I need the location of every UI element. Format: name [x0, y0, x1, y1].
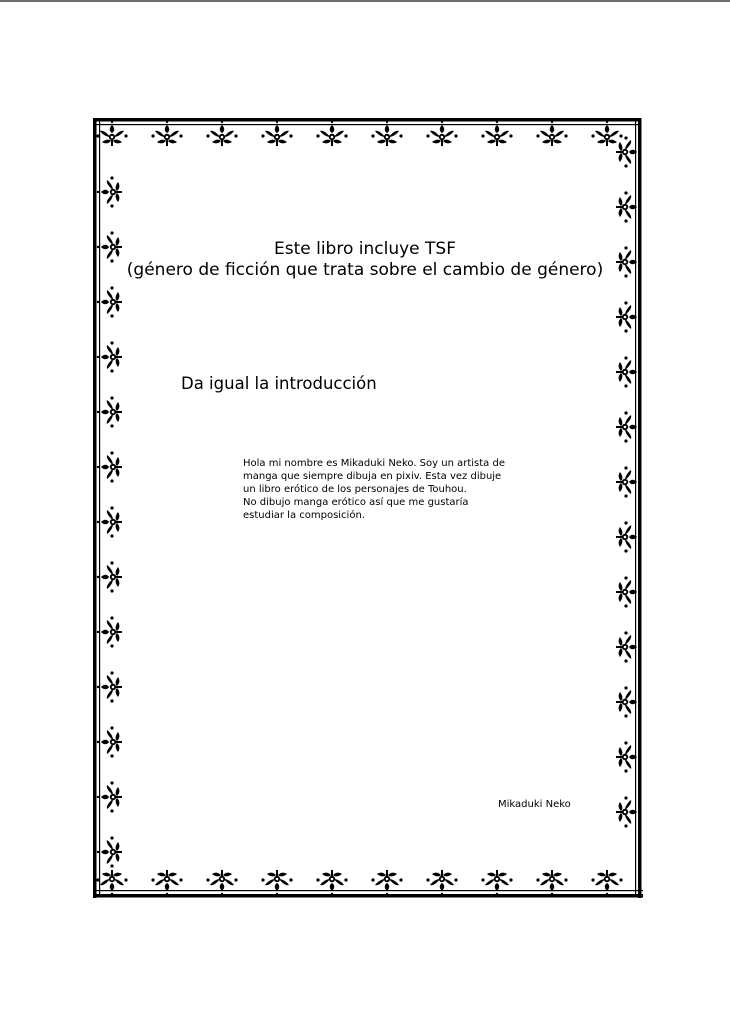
filigree-ornament-icon: [151, 870, 182, 895]
filigree-ornament-icon: [426, 870, 457, 895]
filigree-ornament-icon: [96, 870, 127, 895]
paragraph-line: estudiar la composición.: [243, 510, 365, 521]
filigree-ornament-icon: [97, 341, 122, 372]
filigree-ornament-icon: [481, 870, 512, 895]
filigree-ornament-icon: [371, 870, 402, 895]
filigree-ornament-icon: [616, 521, 641, 552]
filigree-ornament-icon: [616, 356, 641, 387]
filigree-ornament-icon: [97, 671, 122, 702]
filigree-ornament-icon: [97, 396, 122, 427]
filigree-ornament-icon: [97, 616, 122, 647]
paragraph-line: No dibujo manga erótico así que me gustaría: [243, 497, 469, 508]
filigree-ornament-icon: [97, 506, 122, 537]
subheading: Da igual la introducción: [181, 374, 377, 393]
author-signature: Mikaduki Neko: [498, 799, 571, 810]
filigree-ornament-icon: [616, 576, 641, 607]
filigree-ornament-icon: [616, 136, 641, 167]
filigree-ornament-icon: [616, 631, 641, 662]
filigree-ornament-icon: [616, 741, 641, 772]
intro-paragraph: [243, 457, 505, 522]
filigree-ornament-icon: [316, 870, 347, 895]
paragraph-line: un libro erótico de los personajes de Touhou.: [243, 484, 467, 495]
paragraph-line: Hola mi nombre es Mikaduki Neko. Soy un artista de: [243, 458, 505, 469]
paragraph-line: manga que siempre dibuja en pixiv. Esta vez dibuje: [243, 471, 502, 482]
filigree-ornament-icon: [616, 301, 641, 332]
filigree-ornament-icon: [97, 561, 122, 592]
heading-line-2: (género de ficción que trata sobre el cambio de género): [126, 260, 604, 280]
filigree-ornament-icon: [97, 451, 122, 482]
filigree-ornament-icon: [97, 781, 122, 812]
filigree-ornament-icon: [616, 411, 641, 442]
filigree-ornament-icon: [616, 686, 641, 717]
heading-line-1: Este libro incluye TSF: [273, 239, 456, 259]
filigree-ornament-icon: [97, 176, 122, 207]
filigree-ornament-icon: [97, 726, 122, 757]
filigree-ornament-icon: [616, 466, 641, 497]
filigree-ornament-icon: [591, 870, 622, 895]
filigree-ornament-icon: [206, 870, 237, 895]
filigree-ornament-icon: [97, 286, 122, 317]
filigree-ornament-icon: [616, 191, 641, 222]
filigree-ornament-icon: [616, 796, 641, 827]
filigree-ornament-icon: [97, 836, 122, 867]
filigree-ornament-icon: [536, 870, 567, 895]
filigree-ornament-icon: [261, 870, 292, 895]
